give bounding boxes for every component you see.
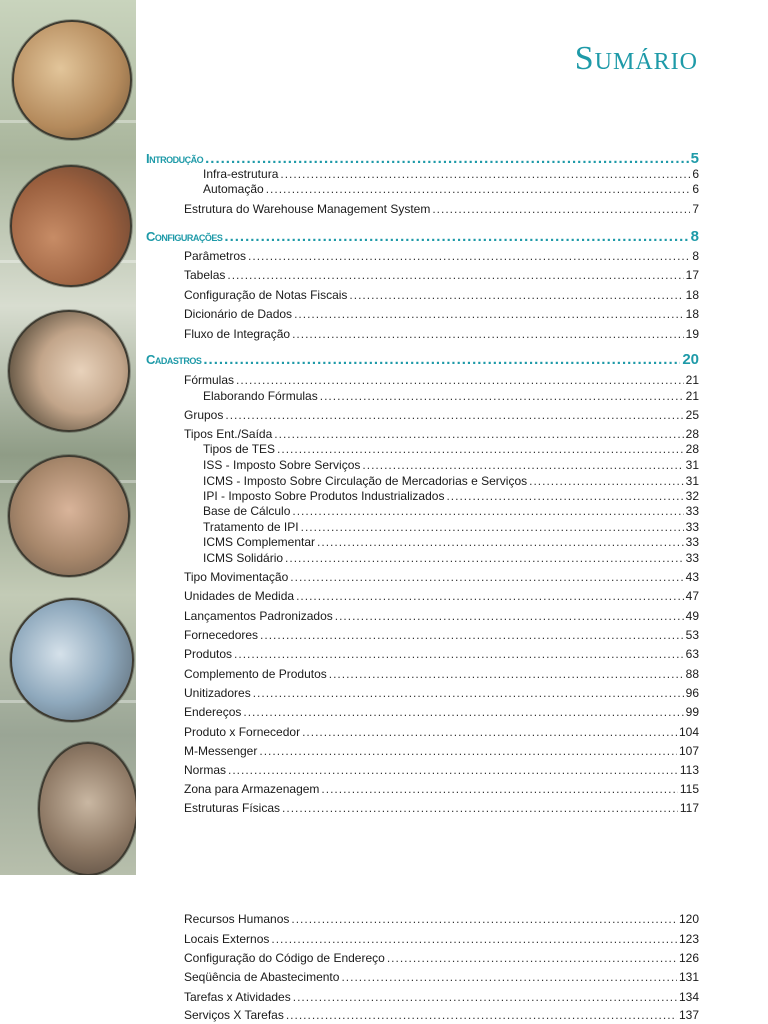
toc-entry-label: ICMS - Imposto Sobre Circulação de Mercadorias e Serviços [203,474,528,488]
toc-entry-label: Zona para Armazenagem [184,782,320,796]
toc-entry-page-number: 104 [678,725,699,739]
dot-leader [329,667,684,681]
toc-entry[interactable] [184,647,699,661]
toc-entry-label: IPI - Imposto Sobre Produtos Industrializados [203,489,445,503]
toc-section-entry[interactable] [146,228,699,245]
dot-leader [228,763,678,777]
toc-entry[interactable] [184,570,699,584]
toc-entry[interactable] [184,202,699,216]
toc-entry[interactable] [184,408,699,422]
dot-leader [296,589,684,603]
toc-entry-page-number: 113 [679,763,699,777]
dot-leader [349,288,683,302]
toc-entry-page-number: 134 [678,990,699,1004]
toc-entry[interactable] [203,167,699,181]
dot-leader [285,551,684,565]
toc-entry-page-number: 99 [685,705,699,719]
toc-entry-label: Complemento de Produtos [184,667,327,681]
toc-entry[interactable] [203,535,699,549]
dot-leader [302,725,677,739]
toc-entry[interactable] [184,667,699,681]
toc-entry-label: Tipos de TES [203,442,276,456]
dot-leader [362,458,683,472]
toc-entry-label: Tipos Ent./Saída [184,427,273,441]
toc-entry-label: Infra-estrutura [203,167,279,181]
toc-entry-label: Serviços X Tarefas [184,1008,284,1022]
toc-entry-page-number: 33 [685,551,699,565]
toc-entry-label: Fórmulas [184,373,235,387]
toc-entry-page-number: 8 [690,228,699,245]
toc-entry[interactable] [184,268,699,282]
toc-entry[interactable] [203,389,699,403]
coins-photo-circle [10,165,132,287]
toc-entry-label: Unitizadores [184,686,251,700]
dot-leader [292,327,684,341]
toc-entry-page-number: 49 [685,609,699,623]
dot-leader [260,628,684,642]
toc-entry-page-number: 6 [692,167,699,181]
toc-entry-label: Tratamento de IPI [203,520,299,534]
toc-entry[interactable] [203,504,699,518]
toc-entry-page-number: 17 [685,268,699,282]
toc-entry-page-number: 6 [692,182,699,196]
dot-leader [225,408,683,422]
dot-leader [282,801,678,815]
dot-leader [274,427,683,441]
toc-entry-page-number: 21 [685,373,699,387]
toc-entry-label: Normas [184,763,227,777]
toc-entry-page-number: 53 [685,628,699,642]
toc-entry-page-number: 18 [685,288,699,302]
dot-leader [387,951,677,965]
toc-entry-page-number: 20 [682,351,699,368]
toc-entry-label: Fluxo de Integração [184,327,291,341]
dot-leader [293,990,677,1004]
toc-entry[interactable] [184,782,699,796]
dot-leader [253,686,684,700]
dot-leader [320,389,684,403]
toc-entry[interactable] [203,458,699,472]
toc-entry-label: Endereços [184,705,242,719]
decorative-photo-strip [0,0,136,875]
toc-section-entry[interactable] [146,351,699,368]
phone-photo-circle [10,598,134,722]
toc-entry[interactable] [184,628,699,642]
dot-leader [446,489,683,503]
toc-entry-page-number: 117 [679,801,699,815]
page-title: Sumário [574,40,698,77]
dot-leader [301,520,684,534]
toc-entry-page-number: 33 [685,504,699,518]
toc-entry[interactable] [203,442,699,456]
toc-entry-label: Tabelas [184,268,226,282]
dot-leader [335,609,684,623]
dot-leader [280,167,690,181]
toc-entry-page-number: 18 [685,307,699,321]
toc-entry[interactable] [203,551,699,565]
toc-entry-page-number: 7 [692,202,699,216]
toc-entry[interactable] [184,763,699,777]
toc-entry-page-number: 8 [692,249,699,263]
toc-entry[interactable] [184,686,699,700]
toc-entry-page-number: 88 [685,667,699,681]
toc-entry[interactable] [184,951,699,965]
dot-leader [203,351,680,368]
toc-entry-page-number: 115 [679,782,699,796]
warehouse-photo-circle [38,742,136,875]
toc-entry[interactable] [184,288,699,302]
toc-entry[interactable] [184,932,699,946]
toc-entry[interactable] [184,589,699,603]
toc-entry-label: Unidades de Medida [184,589,295,603]
toc-entry-label: M-Messenger [184,744,258,758]
toc-entry[interactable] [203,489,699,503]
toc-entry[interactable] [184,912,699,926]
dot-leader [292,504,683,518]
toc-entry-page-number: 137 [678,1008,699,1022]
toc-entry[interactable] [203,520,699,534]
toc-entry-page-number: 47 [685,589,699,603]
toc-entry[interactable] [184,725,699,739]
dot-leader [227,268,683,282]
toc-entry-page-number: 96 [685,686,699,700]
dot-leader [286,1008,677,1022]
toc-entry-page-number: 107 [678,744,699,758]
toc-entry[interactable] [184,373,699,387]
toc-entry-label: Produto x Fornecedor [184,725,301,739]
toc-entry-label: Seqüência de Abastecimento [184,970,340,984]
toc-entry[interactable] [184,327,699,341]
dot-leader [291,912,677,926]
toc-entry-label: Cadastros [146,352,202,367]
dot-leader [234,647,684,661]
toc-section-entry[interactable] [146,150,699,167]
toc-entry-page-number: 28 [685,442,699,456]
toc-entry[interactable] [184,970,699,984]
toc-entry-page-number: 28 [685,427,699,441]
dot-leader [224,228,688,245]
toc-entry-label: Configurações [146,229,223,244]
dot-leader [271,932,677,946]
toc-entry-label: ICMS Complementar [203,535,316,549]
toc-entry-label: Parâmetros [184,249,247,263]
toc-entry[interactable] [184,1008,699,1022]
toc-entry[interactable] [203,182,699,196]
toc-entry-page-number: 33 [685,535,699,549]
toc-entry-label: Introdução [146,151,204,166]
toc-entry-label: Estruturas Físicas [184,801,281,815]
toc-entry[interactable] [184,801,699,815]
toc-entry-page-number: 123 [678,932,699,946]
toc-entry-page-number: 131 [678,970,699,984]
toc-entry-label: Estrutura do Warehouse Management System [184,202,431,216]
hand-photo-circle [8,455,130,577]
toc-entry-page-number: 31 [685,474,699,488]
toc-entry-page-number: 31 [685,458,699,472]
toc-entry[interactable] [184,249,699,263]
worker-photo-circle [8,310,130,432]
dot-leader [277,442,684,456]
dot-leader [236,373,684,387]
toc-entry[interactable] [184,307,699,321]
toc-entry-label: Produtos [184,647,233,661]
toc-entry[interactable] [184,427,699,441]
dot-leader [317,535,684,549]
toc-entry-page-number: 126 [678,951,699,965]
coin-photo-circle [12,20,132,140]
dot-leader [248,249,690,263]
dot-leader [432,202,690,216]
toc-entry-label: Configuração de Notas Fiscais [184,288,348,302]
dot-leader [290,570,683,584]
toc-entry[interactable] [184,705,699,719]
dot-leader [294,307,684,321]
toc-entry-label: Locais Externos [184,932,270,946]
toc-entry-label: Lançamentos Padronizados [184,609,333,623]
toc-entry-label: Fornecedores [184,628,259,642]
toc-entry-label: Tipo Movimentação [184,570,289,584]
toc-entry-label: Recursos Humanos [184,912,290,926]
toc-entry-label: Configuração do Código de Endereço [184,951,385,965]
toc-entry-page-number: 43 [685,570,699,584]
toc-entry[interactable] [184,744,699,758]
toc-entry-page-number: 120 [678,912,699,926]
dot-leader [205,150,689,167]
toc-entry-label: Dicionário de Dados [184,307,293,321]
toc-entry-label: Grupos [184,408,224,422]
toc-entry-page-number: 33 [685,520,699,534]
toc-entry[interactable] [184,990,699,1004]
toc-entry[interactable] [203,474,699,488]
toc-entry-label: Elaborando Fórmulas [203,389,318,403]
dot-leader [243,705,683,719]
dot-leader [529,474,684,488]
toc-entry-label: Automação [203,182,264,196]
dot-leader [321,782,677,796]
toc-entry[interactable] [184,609,699,623]
toc-entry-label: ISS - Imposto Sobre Serviços [203,458,361,472]
toc-entry-label: Base de Cálculo [203,504,291,518]
toc-entry-label: Tarefas x Atividades [184,990,291,1004]
toc-entry-page-number: 32 [685,489,699,503]
toc-entry-label: ICMS Solidário [203,551,284,565]
dot-leader [341,970,677,984]
dot-leader [266,182,691,196]
toc-entry-page-number: 5 [690,150,699,167]
toc-entry-page-number: 25 [685,408,699,422]
toc-entry-page-number: 63 [685,647,699,661]
toc-entry-page-number: 19 [685,327,699,341]
toc-entry-page-number: 21 [685,389,699,403]
dot-leader [259,744,677,758]
